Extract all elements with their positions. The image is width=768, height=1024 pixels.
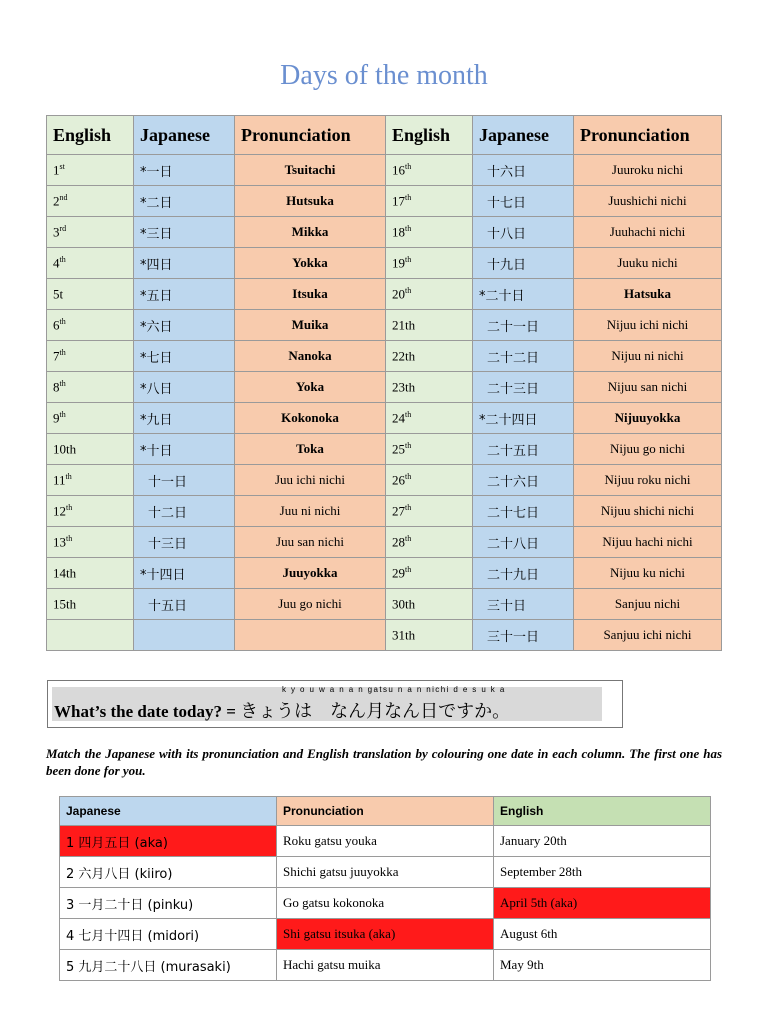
english-date-number: 9 [53,410,60,426]
english-date-2 [386,496,473,527]
english-date-2-number: 23th [392,379,416,395]
pronunciation: Juu go nichi [235,589,386,620]
english-date [47,620,134,651]
pronunciation-2: Nijuu hachi nichi [574,527,722,558]
match-english[interactable]: April 5th (aka) [494,888,711,919]
match-japanese[interactable]: 4 七月十四日 (midori) [60,919,277,950]
english-date-2 [386,217,473,248]
table-row [47,248,722,279]
header-pronunciation-2: Pronunciation [574,116,722,155]
pronunciation-2: Juuku nichi [574,248,722,279]
japanese-date-2: *二十日 [473,279,574,310]
english-date-number: 8 [53,379,60,395]
japanese-date: *三日 [134,217,235,248]
table-row [47,403,722,434]
english-date-2-number: 22th [392,348,416,364]
pronunciation-2: Nijuu ni nichi [574,341,722,372]
english-date-2-number: 21th [392,317,416,333]
english-date-2-number: 26 [392,472,405,488]
table-row [47,372,722,403]
english-date-number: 7 [53,348,60,364]
match-pronunciation[interactable]: Go gatsu kokonoka [277,888,494,919]
english-date [47,217,134,248]
english-date-suffix: nd [59,192,68,202]
header-japanese-2: Japanese [473,116,574,155]
furigana: k y o u w a n a n gatsu n a n nichi d e s u k a [282,685,506,694]
match-header-japanese: Japanese [60,797,277,826]
english-date-number: 14th [53,565,77,581]
japanese-date-2: 二十六日 [473,465,574,496]
match-japanese[interactable]: 1 四月五日 (aka) [60,826,277,857]
table-row [47,186,722,217]
english-date-2-suffix: th [405,533,412,543]
question-box [47,680,623,728]
english-date-2-suffix: th [405,502,412,512]
match-english[interactable]: September 28th [494,857,711,888]
header-english: English [47,116,134,155]
pronunciation: Juuyokka [235,558,386,589]
english-date [47,558,134,589]
japanese-date: *五日 [134,279,235,310]
english-date-2 [386,620,473,651]
english-date [47,310,134,341]
english-date-2 [386,527,473,558]
japanese-date-2: 二十三日 [473,372,574,403]
table-row [47,217,722,248]
english-date [47,434,134,465]
pronunciation: Nanoka [235,341,386,372]
table-row [60,950,711,981]
table-row [47,279,722,310]
english-date-2 [386,341,473,372]
match-header-pronunciation: Pronunciation [277,797,494,826]
pronunciation-2: Nijuu san nichi [574,372,722,403]
table-row [47,527,722,558]
pronunciation-2: Sanjuu ichi nichi [574,620,722,651]
japanese-date-2: 二十一日 [473,310,574,341]
english-date-2-suffix: th [405,285,412,295]
english-date-number: 11 [53,472,66,488]
pronunciation-2: Juushichi nichi [574,186,722,217]
pronunciation: Itsuka [235,279,386,310]
english-date-2 [386,186,473,217]
english-date-suffix: th [66,533,73,543]
japanese-date-2: 二十八日 [473,527,574,558]
japanese-date-2: 二十七日 [473,496,574,527]
match-japanese[interactable]: 5 九月二十八日 (murasaki) [60,950,277,981]
english-date-2-number: 17 [392,193,405,209]
english-date-2 [386,248,473,279]
english-date-2-number: 18 [392,224,405,240]
english-date-2-number: 19 [392,255,405,271]
table-row [60,888,711,919]
english-date-number: 4 [53,255,60,271]
english-date-suffix: st [59,161,65,171]
table-row [47,434,722,465]
japanese-date-2: 十八日 [473,217,574,248]
english-date-2-number: 28 [392,534,405,550]
english-date-number: 2 [53,193,60,209]
match-pronunciation[interactable]: Hachi gatsu muika [277,950,494,981]
japanese-date-2: 二十二日 [473,341,574,372]
english-date-2-suffix: th [405,440,412,450]
pronunciation: Juu san nichi [235,527,386,558]
english-date-2 [386,434,473,465]
english-date [47,155,134,186]
english-date [47,403,134,434]
pronunciation: Juu ichi nichi [235,465,386,496]
pronunciation: Tsuitachi [235,155,386,186]
table-row [47,341,722,372]
pronunciation: Juu ni nichi [235,496,386,527]
japanese-date-2: 三十日 [473,589,574,620]
english-date-2 [386,310,473,341]
pronunciation-2: Nijuu shichi nichi [574,496,722,527]
pronunciation: Hutsuka [235,186,386,217]
table-row [47,620,722,651]
japanese-date: *六日 [134,310,235,341]
english-date [47,589,134,620]
english-date-suffix: th [59,347,66,357]
english-date-2-suffix: th [405,254,412,264]
pronunciation: Yoka [235,372,386,403]
english-date [47,279,134,310]
japanese-date: 十一日 [134,465,235,496]
question-japanese: きょうは なん月なん日ですか。 [240,701,511,722]
english-date-2-number: 27 [392,503,405,519]
japanese-date: *八日 [134,372,235,403]
pronunciation: Yokka [235,248,386,279]
header-english-2: English [386,116,473,155]
question-text [54,697,510,723]
english-date-2-suffix: th [405,223,412,233]
japanese-date: 十二日 [134,496,235,527]
english-date [47,527,134,558]
header-pronunciation: Pronunciation [235,116,386,155]
table-row [60,857,711,888]
pronunciation-2: Juuroku nichi [574,155,722,186]
english-date-number: 15th [53,596,77,612]
match-english[interactable]: August 6th [494,919,711,950]
japanese-date: *十日 [134,434,235,465]
japanese-date: *二日 [134,186,235,217]
english-date-2-number: 24 [392,410,405,426]
english-date-number: 5t [53,286,64,302]
english-date [47,465,134,496]
english-date-2-number: 31th [392,627,416,643]
pronunciation-2: Nijuuyokka [574,403,722,434]
table-row [60,826,711,857]
english-date-2-suffix: th [405,471,412,481]
english-date-number: 1 [53,162,60,178]
table-row [47,558,722,589]
pronunciation: Kokonoka [235,403,386,434]
english-date-suffix: th [66,502,73,512]
pronunciation-2: Juuhachi nichi [574,217,722,248]
japanese-date-2: 二十九日 [473,558,574,589]
pronunciation [235,620,386,651]
english-date [47,372,134,403]
match-pronunciation[interactable]: Shichi gatsu juuyokka [277,857,494,888]
pronunciation-2: Nijuu ichi nichi [574,310,722,341]
english-date-number: 12 [53,503,66,519]
english-date-2 [386,589,473,620]
english-date-suffix: th [59,316,66,326]
english-date-2 [386,372,473,403]
japanese-date: 十五日 [134,589,235,620]
japanese-date: *七日 [134,341,235,372]
match-table-header [60,797,711,826]
match-japanese[interactable]: 3 一月二十日 (pinku) [60,888,277,919]
english-date-2 [386,403,473,434]
english-date-number: 13 [53,534,66,550]
english-date-suffix: th [65,471,72,481]
english-date-2-suffix: th [405,192,412,202]
english-date-2 [386,465,473,496]
table-row [47,496,722,527]
pronunciation-2: Nijuu go nichi [574,434,722,465]
pronunciation-2: Nijuu ku nichi [574,558,722,589]
english-date-2 [386,279,473,310]
days-table-header [47,116,722,155]
english-date-2-number: 25 [392,441,405,457]
english-date-number: 10th [53,441,77,457]
page-title: Days of the month [280,60,488,91]
pronunciation-2: Sanjuu nichi [574,589,722,620]
pronunciation-2: Hatsuka [574,279,722,310]
japanese-date-2: 二十五日 [473,434,574,465]
english-date [47,248,134,279]
table-row [47,310,722,341]
match-pronunciation[interactable]: Shi gatsu itsuka (aka) [277,919,494,950]
english-date-suffix: th [59,409,66,419]
match-pronunciation[interactable]: Roku gatsu youka [277,826,494,857]
english-date-2-number: 20 [392,286,405,302]
table-row [47,465,722,496]
english-date-2-number: 16 [392,162,405,178]
english-date-suffix: th [59,254,66,264]
match-japanese[interactable]: 2 六月八日 (kiiro) [60,857,277,888]
japanese-date: *一日 [134,155,235,186]
english-date [47,341,134,372]
english-date-2-number: 30th [392,596,416,612]
english-date-2-number: 29 [392,565,405,581]
japanese-date [134,620,235,651]
english-date [47,186,134,217]
english-date [47,496,134,527]
instructions: Match the Japanese with its pronunciation and English translation by colouring one date in each column. The first one has been done for you. [46,746,722,778]
japanese-date: *四日 [134,248,235,279]
japanese-date-2: 十九日 [473,248,574,279]
english-date-2 [386,155,473,186]
english-date-number: 6 [53,317,60,333]
pronunciation: Toka [235,434,386,465]
match-english[interactable]: January 20th [494,826,711,857]
header-japanese: Japanese [134,116,235,155]
match-english[interactable]: May 9th [494,950,711,981]
pronunciation-2: Nijuu roku nichi [574,465,722,496]
english-date-number: 3 [53,224,60,240]
table-row [47,155,722,186]
english-date-suffix: rd [59,223,67,233]
english-date-2 [386,558,473,589]
match-table [59,796,711,981]
japanese-date-2: 十七日 [473,186,574,217]
japanese-date: 十三日 [134,527,235,558]
question-english: What’s the date today? = [54,702,241,721]
pronunciation: Muika [235,310,386,341]
pronunciation: Mikka [235,217,386,248]
japanese-date-2: 十六日 [473,155,574,186]
japanese-date: *十四日 [134,558,235,589]
english-date-2-suffix: th [405,409,412,419]
japanese-date: *九日 [134,403,235,434]
table-row [47,589,722,620]
japanese-date-2: *二十四日 [473,403,574,434]
japanese-date-2: 三十一日 [473,620,574,651]
english-date-suffix: th [59,378,66,388]
english-date-2-suffix: th [405,564,412,574]
match-header-english: English [494,797,711,826]
days-table [46,115,722,651]
table-row [60,919,711,950]
english-date-2-suffix: th [405,161,412,171]
